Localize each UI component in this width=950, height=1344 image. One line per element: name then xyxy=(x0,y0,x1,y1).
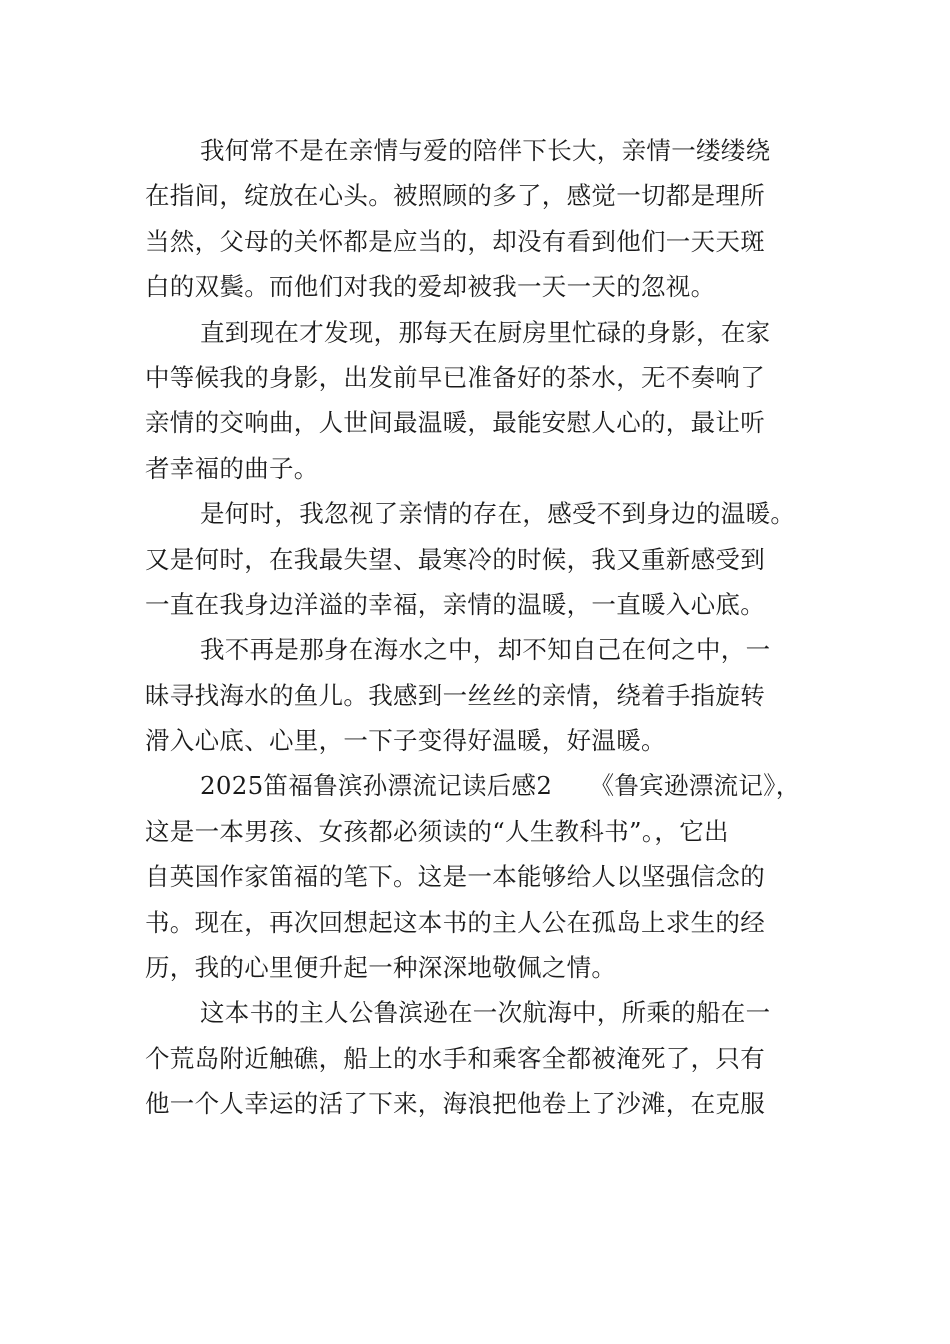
text-line: 2025笛福鲁滨孙漂流记读后感2 《鲁宾逊漂流记》， xyxy=(200,771,801,801)
text-line: 书。现在，再次回想起这本书的主人公在孤岛上求生的经 xyxy=(145,907,765,937)
text-line: 滑入心底、心里，一下子变得好温暖，好温暖。 xyxy=(145,726,666,756)
text-line: 历，我的心里便升起一种深深地敬佩之情。 xyxy=(145,953,617,983)
paragraph xyxy=(145,627,810,763)
text-line: 这本书的主人公鲁滨逊在一次航海中，所乘的船在一 xyxy=(200,998,771,1028)
text-line: 自英国作家笛福的笔下。这是一本能够给人以坚强信念的 xyxy=(145,862,765,892)
text-line: 他一个人幸运的活了下来，海浪把他卷上了沙滩，在克服 xyxy=(145,1089,765,1119)
text-line: 者幸福的曲子。 xyxy=(145,453,319,483)
text-line: 我不再是那身在海水之中，却不知自己在何之中，一 xyxy=(200,635,771,665)
text-line: 当然，父母的关怀都是应当的，却没有看到他们一天天斑 xyxy=(145,226,765,256)
text-line: 亲情的交响曲，人世间最温暖，最能安慰人心的，最让听 xyxy=(145,408,765,438)
text-line: 我何常不是在亲情与爱的陪伴下长大，亲情一缕缕绕 xyxy=(200,136,771,165)
text-line: 个荒岛附近触礁，船上的水手和乘客全都被淹死了，只有 xyxy=(145,1043,765,1073)
text-line: 一直在我身边洋溢的幸福，亲情的温暖，一直暖入心底。 xyxy=(145,589,765,619)
paragraph xyxy=(145,990,810,1126)
text-line: 又是何时，在我最失望、最寒冷的时候，我又重新感受到 xyxy=(145,544,765,574)
document-body xyxy=(145,128,810,1127)
text-line: 是何时，我忽视了亲情的存在，感受不到身边的温暖。 xyxy=(200,499,796,529)
paragraph xyxy=(145,310,810,492)
paragraph xyxy=(145,491,810,627)
paragraph xyxy=(145,763,810,990)
text-line: 昧寻找海水的鱼儿。我感到一丝丝的亲情，绕着手指旋转 xyxy=(145,680,765,710)
text-line: 白的双鬓。而他们对我的爱却被我一天一天的忽视。 xyxy=(145,272,716,302)
text-line: 中等候我的身影，出发前早已准备好的茶水，无不奏响了 xyxy=(145,362,765,392)
text-line: 直到现在才发现，那每天在厨房里忙碌的身影，在家 xyxy=(200,317,771,347)
paragraph xyxy=(145,128,810,310)
text-line: 这是一本男孩、女孩都必须读的“人生教科书”。，它出 xyxy=(145,816,729,846)
text-line: 在指间，绽放在心头。被照顾的多了，感觉一切都是理所 xyxy=(145,181,765,211)
